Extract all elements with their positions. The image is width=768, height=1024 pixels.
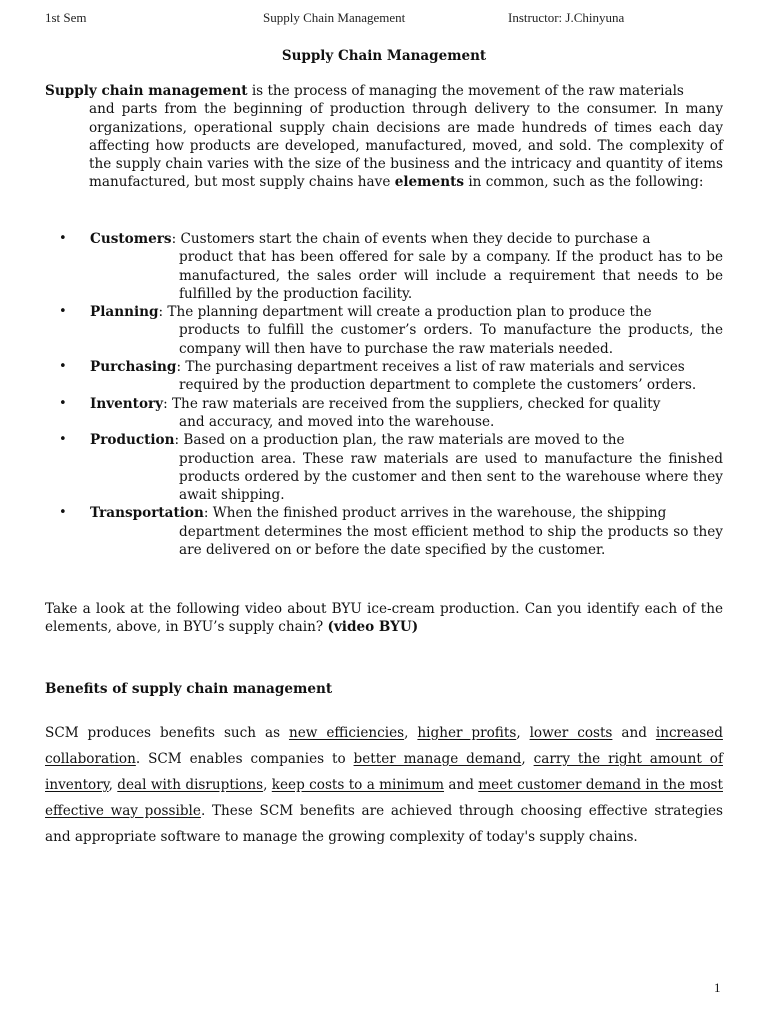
bullet-first-line: : The purchasing department receives a list of raw materials and services [176, 359, 685, 376]
bullet-term: Purchasing [90, 359, 177, 376]
benefits-text: , [516, 725, 530, 741]
document-title: Supply Chain Management [281, 48, 487, 64]
bullet-icon: • [59, 395, 67, 411]
intro-paragraph [45, 82, 723, 192]
header-course: Supply Chain Management [263, 10, 406, 25]
bullet-continuation: production area. These raw materials are used to manufacture the finished products ordered by the customer and then sent to the warehouse where they await shipping. [179, 450, 723, 504]
benefit-term: carry the right amount of inventory [45, 751, 723, 793]
bullet-first-line: : Based on a production plan, the raw materials are moved to the [174, 432, 625, 449]
bullet-term: Customers [90, 231, 172, 247]
bullet-term: Transportation [90, 505, 204, 522]
benefits-text: and [444, 777, 479, 793]
benefits-paragraph [45, 720, 723, 850]
page-header [45, 10, 725, 30]
bullet-first-line: : Customers start the chain of events when they decide to purchase a [171, 231, 651, 247]
intro-first-line [45, 82, 723, 100]
intro-line1-rest: is the process of managing the movement of the raw materials [247, 83, 684, 99]
page-number: 1 [714, 980, 721, 995]
bullet-continuation: and accuracy, and moved into the warehouse. [179, 413, 495, 430]
benefits-text: , [108, 777, 118, 793]
benefit-term: meet customer demand in the most effective way possible [45, 777, 723, 819]
benefit-term: higher profits [417, 725, 517, 741]
intro-elements-word: elements [394, 174, 465, 191]
bullet-continuation: required by the production department to complete the customers’ orders. [179, 377, 697, 394]
benefits-heading: Benefits of supply chain management [45, 681, 333, 697]
list-item [45, 303, 723, 358]
benefits-text: SCM produces benefits such as [45, 725, 289, 741]
benefit-term: new efficiencies [288, 725, 405, 741]
bullet-icon: • [59, 304, 67, 320]
elements-list [45, 230, 723, 559]
bullet-term: Inventory [90, 395, 164, 412]
benefits-text: , [263, 777, 272, 793]
benefits-text: . SCM enables companies to [135, 751, 354, 767]
bullet-first-line: : The raw materials are received from the suppliers, checked for quality [163, 395, 661, 412]
benefit-term: increased collaboration [45, 725, 723, 767]
video-paragraph [45, 600, 723, 637]
list-item [45, 358, 723, 395]
benefits-text: , [404, 725, 418, 741]
benefit-term: lower costs [529, 725, 613, 741]
intro-body [89, 100, 723, 191]
bullet-first-line: : The planning department will create a production plan to produce the [158, 304, 652, 321]
bullet-continuation: department determines the most efficient method to ship the products so they are delivered on or before the date specified by the customer. [179, 523, 723, 559]
bullet-icon: • [59, 359, 67, 375]
intro-body-b: in common, such as the following: [464, 174, 704, 191]
benefit-term: keep costs to a minimum [271, 777, 445, 793]
bullet-icon: • [59, 231, 67, 246]
header-instructor: Instructor: J.Chinyuna [508, 10, 625, 25]
bullet-icon: • [59, 505, 67, 521]
bullet-icon: • [59, 432, 67, 448]
bullet-continuation: product that has been offered for sale by a company. If the product has to be manufactured, the sales order will include a requirement that needs to be fulfilled by the production facility. [179, 249, 723, 302]
bullet-term: Production [90, 432, 175, 449]
header-semester: 1st Sem [45, 10, 87, 25]
list-item [45, 504, 723, 559]
bullet-term: Planning [90, 304, 159, 321]
video-text: Take a look at the following video about BYU ice-cream production. Can you identify each of the elements, above, in BYU’s supply chain? [45, 601, 723, 636]
intro-body-a: and parts from the beginning of production through delivery to the consumer. In many organizations, operational supply chain decisions are made hundreds of times each day affecting how products are developed, manufactured, moved, and sold. The complexity of the supply chain varies with the size of the business and the intricacy and quantity of items manufactured, but most supply chains have [89, 101, 723, 191]
intro-term: Supply chain management [45, 83, 248, 99]
benefit-term: deal with disruptions [117, 777, 264, 793]
benefit-term: better manage demand [353, 751, 522, 767]
list-item [45, 230, 723, 303]
list-item [45, 431, 723, 504]
benefits-text: , [521, 751, 534, 767]
benefits-text: . These SCM benefits are achieved through choosing effective strategies and appropriate software to manage the growing complexity of today's supply chains. [45, 803, 723, 845]
list-item [45, 395, 723, 432]
benefits-text: and [612, 725, 656, 741]
bullet-first-line: : When the finished product arrives in the warehouse, the shipping [203, 505, 667, 522]
video-link[interactable]: (video BYU) [327, 619, 419, 636]
bullet-continuation: products to fulfill the customer’s orders. To manufacture the products, the company will then have to purchase the raw materials needed. [179, 322, 723, 357]
